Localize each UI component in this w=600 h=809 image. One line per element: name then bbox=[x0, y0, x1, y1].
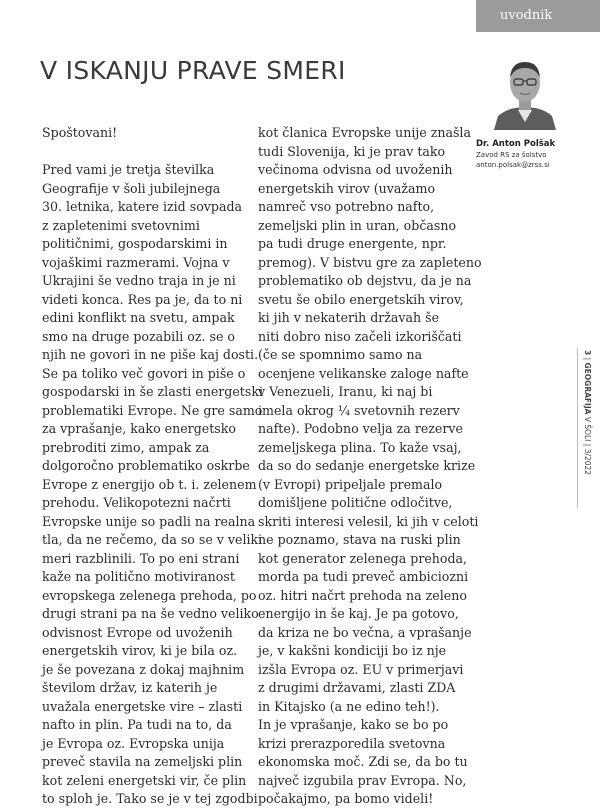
text-line: In je vprašanje, kako se bo po bbox=[258, 717, 449, 732]
text-line: (če se spomnimo samo na bbox=[258, 347, 423, 362]
text-line: energetskih virov, ki je bila oz. bbox=[42, 643, 238, 658]
article-column-1 bbox=[42, 124, 263, 809]
text-line: Evropske unije so padli na realna bbox=[42, 513, 256, 529]
text-line: Se pa toliko več govori in piše o bbox=[42, 365, 246, 381]
text-line: prebroditi zimo, ampak za bbox=[42, 439, 210, 455]
text-line: energetskih virov (uvažamo bbox=[258, 180, 436, 196]
text-line: 30. letnika, katere izid sovpada bbox=[42, 199, 243, 214]
text-line: meri razblinili. To po eni strani bbox=[42, 550, 240, 566]
text-line: da so do sedanje energetske krize bbox=[258, 458, 476, 473]
text-line: gospodarski in še zlasti energetski bbox=[42, 384, 263, 399]
text-line: izšla Evropa oz. EU v primerjavi bbox=[258, 661, 464, 677]
text-line: Spoštovani! bbox=[42, 125, 118, 140]
text-line: Evrope z energijo ob t. i. zelenem bbox=[42, 476, 257, 492]
text-line: Geografije v šoli jubilejnega bbox=[42, 180, 221, 196]
text-line: krizi prerazporedila svetovna bbox=[258, 735, 446, 751]
text-line: je, v kakšni kondiciji bo iz nje bbox=[258, 643, 447, 658]
text-line: kot zeleni energetski vir, če plin bbox=[42, 772, 247, 788]
text-line: nafto in plin. Pa tudi na to, da bbox=[42, 717, 232, 732]
text-line: energijo in še kaj. Je pa gotovo, bbox=[258, 606, 459, 621]
page-number: 3 bbox=[583, 350, 592, 356]
journal-sidebar bbox=[583, 350, 592, 475]
text-line: uvažala energetske vire – zlasti bbox=[42, 698, 243, 714]
text-line: da kriza ne bo večna, a vprašanje bbox=[258, 624, 472, 640]
text-line: problematiko ob dejstvu, da je na bbox=[258, 273, 472, 288]
author-name: Dr. Anton Polšak bbox=[476, 139, 556, 149]
text-line: ne poznamo, stava na ruski plin bbox=[258, 532, 461, 547]
text-line: evropskega zelenega prehoda, po bbox=[42, 587, 257, 603]
text-line: smo na druge pozabili oz. se o bbox=[42, 328, 235, 344]
text-line: kaže na politično motiviranost bbox=[42, 569, 235, 584]
text-line: je Evropa oz. Evropska unija bbox=[42, 735, 225, 751]
text-line: največ izgubila prav Evropa. No, bbox=[258, 772, 467, 788]
journal-name: GEOGRAFIJA bbox=[583, 362, 592, 415]
side-divider bbox=[577, 348, 578, 508]
author-photo bbox=[490, 52, 560, 130]
section-tag: uvodnik bbox=[476, 0, 600, 32]
text-line: odvisnost Evrope od uvoženih bbox=[42, 624, 233, 640]
paragraph-gap bbox=[42, 143, 247, 162]
text-line: z drugimi državami, zlasti ZDA bbox=[258, 680, 456, 695]
text-line: za vprašanje, kako energetsko bbox=[42, 421, 236, 436]
author-portrait-icon bbox=[490, 52, 560, 130]
text-line: številom držav, iz katerih je bbox=[42, 680, 218, 695]
text-line: prehodu. Velikopotezni načrti bbox=[42, 495, 231, 510]
text-line: v Venezueli, Iranu, ki naj bi bbox=[258, 384, 433, 399]
text-line: političnimi, gospodarskimi in bbox=[42, 236, 228, 251]
text-line: niti dobro niso začeli izkoriščati bbox=[258, 328, 462, 344]
text-line: domišljene politične odločitve, bbox=[258, 495, 453, 510]
text-line: morda pa tudi preveč ambiciozni bbox=[258, 569, 469, 584]
text-line: oz. hitri načrt prehoda na zeleno bbox=[258, 587, 467, 603]
author-institution: Zavod RS za šolstvo bbox=[476, 151, 547, 159]
text-line: tla, da ne rečemo, da so se v veliki bbox=[42, 532, 263, 547]
text-line: pa tudi druge energente, npr. bbox=[258, 236, 447, 251]
text-line: skriti interesi velesil, ki jih v celoti bbox=[258, 513, 479, 529]
text-line: zemeljskega plina. To kaže vsaj, bbox=[258, 439, 462, 455]
text-line: problematiki Evrope. Ne gre samo bbox=[42, 402, 263, 418]
text-line: imela okrog ¼ svetovnih rezerv bbox=[258, 402, 460, 418]
page-title: V ISKANJU PRAVE SMERI bbox=[40, 56, 346, 85]
text-line: kot generator zelenega prehoda, bbox=[258, 550, 468, 566]
text-line: ekonomska moč. Zdi se, da bo tu bbox=[258, 754, 468, 769]
text-line: videti konca. Res pa je, da to ni bbox=[42, 291, 243, 307]
text-line: je še povezana z dokaj majhnim bbox=[42, 661, 245, 677]
text-line: njih ne govori in ne piše kaj dosti. bbox=[42, 347, 259, 362]
article-column-2 bbox=[258, 124, 482, 809]
text-line: ki jih v nekaterih državah še bbox=[258, 310, 440, 325]
author-email: anton.polsak@zrss.si bbox=[476, 161, 550, 169]
text-line: in Kitajsko (a ne edino teh!). bbox=[258, 698, 440, 714]
text-line: namreč vso potrebno nafto, bbox=[258, 199, 435, 214]
text-line: nafte). Podobno velja za rezerve bbox=[258, 421, 463, 436]
sidebar-separator: | bbox=[583, 357, 592, 361]
text-line: Pred vami je tretja številka bbox=[42, 162, 215, 177]
text-line: (v Evropi) pripeljale premalo bbox=[258, 476, 443, 492]
issue-info: V ŠOLI | 3/2022 bbox=[583, 416, 592, 476]
text-line: preveč stavila na zemeljski plin bbox=[42, 754, 243, 769]
text-line: zemeljski plin in uran, občasno bbox=[258, 217, 457, 233]
text-line: z zapletenimi svetovnimi bbox=[42, 217, 200, 233]
text-line: dolgoročno problematiko oskrbe bbox=[42, 458, 250, 473]
text-line: Ukrajini še vedno traja in je ni bbox=[42, 273, 236, 288]
text-line: tudi Slovenija, ki je prav tako bbox=[258, 143, 446, 159]
text-line: svetu še obilo energetskih virov, bbox=[258, 291, 464, 307]
text-line: drugi strani pa na še vedno veliko bbox=[42, 606, 259, 621]
text-line: premog). V bistvu gre za zapleteno bbox=[258, 254, 482, 270]
text-line: edini konflikt na svetu, ampak bbox=[42, 310, 235, 325]
text-line: to sploh je. Tako se je v tej zgodbi bbox=[42, 791, 258, 806]
text-line: kot članica Evropske unije znašla bbox=[258, 125, 471, 140]
text-line: počakajmo, pa bomo videli! bbox=[258, 791, 434, 806]
text-line: vojaškimi razmerami. Vojna v bbox=[42, 254, 230, 270]
text-line: ocenjene velikanske zaloge nafte bbox=[258, 365, 469, 381]
text-line: večinoma odvisna od uvoženih bbox=[258, 162, 453, 177]
